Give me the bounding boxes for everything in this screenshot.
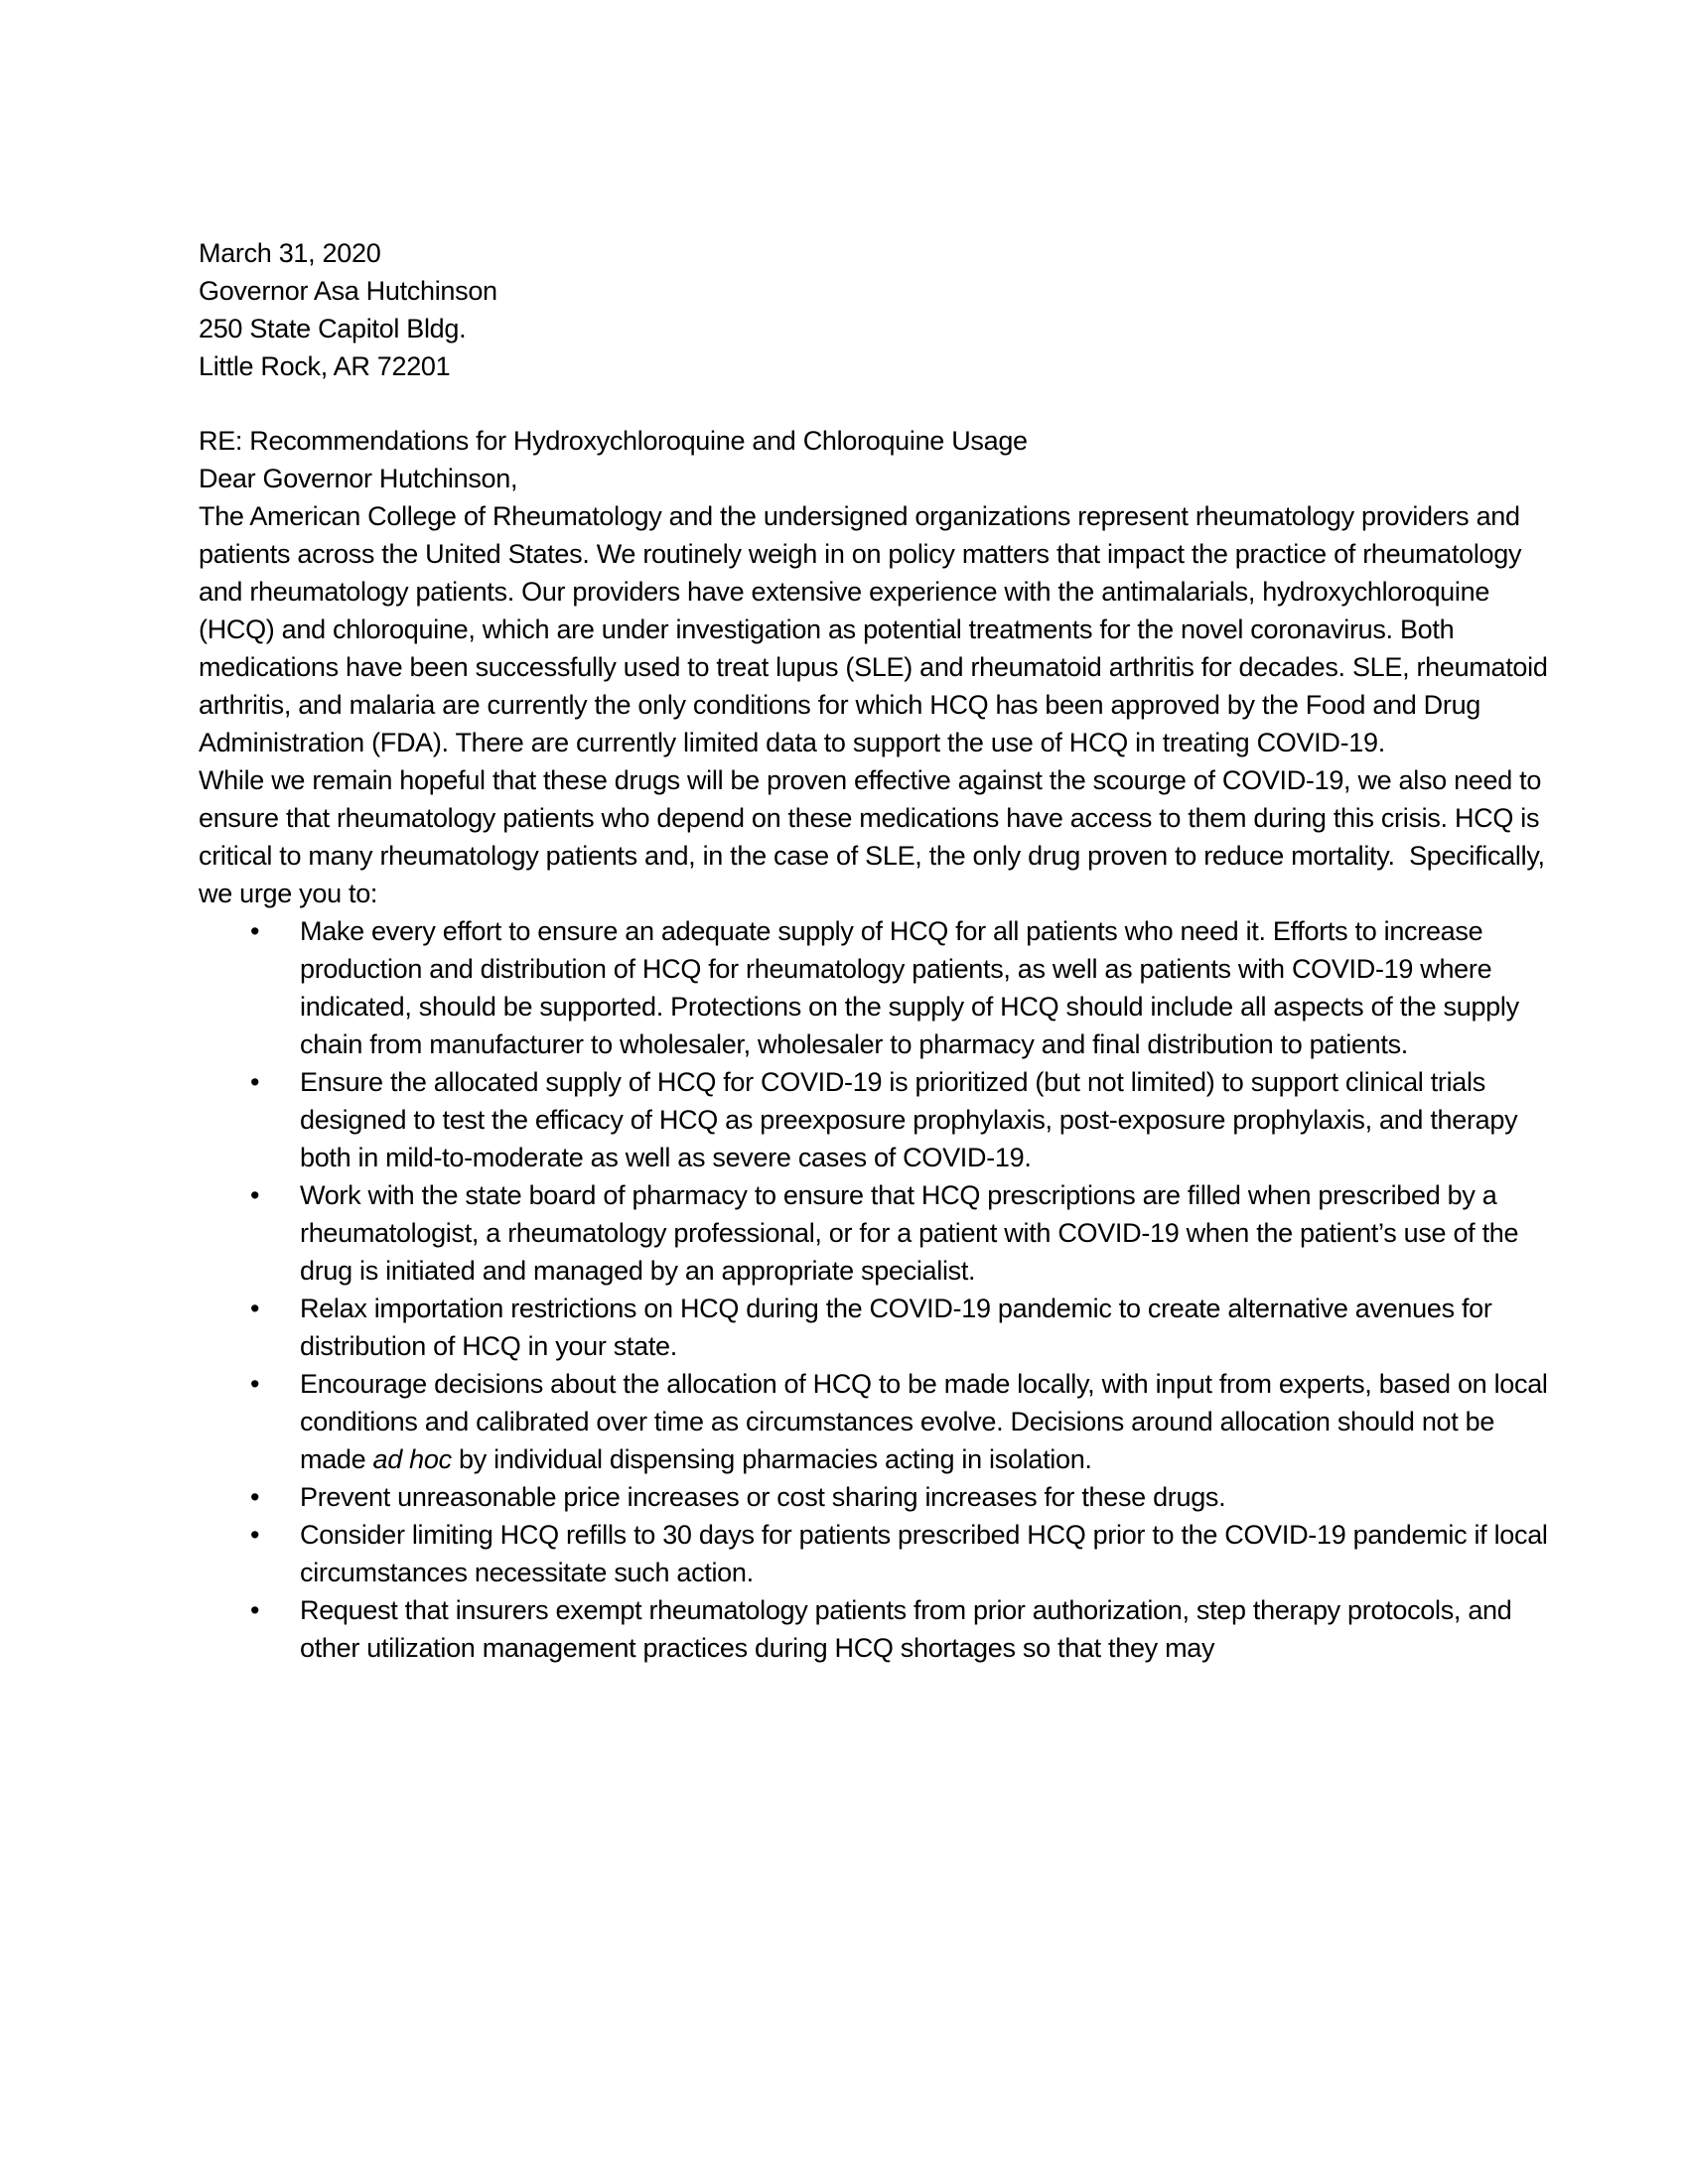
bullet-local-allocation: [300, 1365, 1549, 1478]
bullet-refill-limits: [300, 1516, 1549, 1591]
bullet-price-increases: [300, 1478, 1549, 1516]
bullet-adequate-supply: [300, 912, 1549, 1063]
salutation: Dear Governor Hutchinson,: [199, 464, 518, 493]
ad-hoc-italic: ad hoc: [372, 1444, 452, 1474]
bullet-text: Relax importation restrictions on HCQ during the COVID-19 pandemic to create alternative avenues for distribution of HCQ in your state.: [300, 1294, 1492, 1361]
recommendations-list: [199, 912, 1549, 1667]
bullet-text: Make every effort to ensure an adequate supply of HCQ for all patients who need it. Efforts to increase production and distribution of HCQ for rheumatology patients, as well as patients with COVID-19 where indicated, should be supported. Protections on the supply of HCQ should include all aspects of the supply chain from manufacturer to wholesaler, wholesaler to pharmacy and final distribution to patients.: [300, 916, 1519, 1059]
bullet-importation-restrictions: [300, 1290, 1549, 1365]
bullet-state-board-pharmacy: [300, 1176, 1549, 1290]
bullet-text: by individual dispensing pharmacies acting in isolation.: [451, 1444, 1092, 1474]
paragraph-urge: While we remain hopeful that these drugs will be proven effective against the scourge of COVID-19, we also need to ensure that rheumatology patients who depend on these medications have access to them during this crisis. HCQ is critical to many rheumatology patients and, in the case of SLE, the only drug proven to reduce mortality. Specifically, we urge you to:: [199, 765, 1545, 908]
bullet-text: Ensure the allocated supply of HCQ for COVID-19 is prioritized (but not limited) to support clinical trials designed to test the efficacy of HCQ as preexposure prophylaxis, post-exposure prophylaxis, and therapy both in mild-to-moderate as well as severe cases of COVID-19.: [300, 1067, 1518, 1172]
recipient-street: 250 State Capitol Bldg.: [199, 314, 467, 343]
bullet-text: Encourage decisions about the allocation of HCQ to be made locally, with input from experts, based on local conditions and calibrated over time as circumstances evolve. Decisions around allocation should not be made: [300, 1369, 1548, 1474]
recipient-city-state-zip: Little Rock, AR 72201: [199, 351, 451, 381]
subject-line: RE: Recommendations for Hydroxychloroquine and Chloroquine Usage: [199, 426, 1028, 456]
paragraph-introduction: The American College of Rheumatology and the undersigned organizations represent rheumatology providers and patients across the United States. We routinely weigh in on policy matters that impact the practice of rheumatology and rheumatology patients. Our providers have extensive experience with the antimalarials, hydroxychloroquine (HCQ) and chloroquine, which are under investigation as potential treatments for the novel coronavirus. Both medications have been successfully used to treat lupus (SLE) and rheumatoid arthritis for decades. SLE, rheumatoid arthritis, and malaria are currently the only conditions for which HCQ has been approved by the Food and Drug Administration (FDA). There are currently limited data to support the use of HCQ in treating COVID-19.: [199, 501, 1548, 757]
letter-date: March 31, 2020: [199, 238, 381, 268]
bullet-text: Consider limiting HCQ refills to 30 days for patients prescribed HCQ prior to the COVID-19 pandemic if local circumstances necessitate such action.: [300, 1520, 1548, 1587]
bullet-text: Prevent unreasonable price increases or cost sharing increases for these drugs.: [300, 1482, 1226, 1512]
bullet-allocated-supply: [300, 1063, 1549, 1176]
bullet-text: Work with the state board of pharmacy to ensure that HCQ prescriptions are filled when prescribed by a rheumatologist, a rheumatology professional, or for a patient with COVID-19 when the patient’s use of the drug is initiated and managed by an appropriate specialist.: [300, 1180, 1519, 1286]
bullet-insurer-exemptions: [300, 1591, 1549, 1667]
bullet-text: Request that insurers exempt rheumatology patients from prior authorization, step therapy protocols, and other utilization management practices during HCQ shortages so that they may: [300, 1595, 1512, 1663]
recipient-address-block: [199, 272, 1549, 385]
recipient-name: Governor Asa Hutchinson: [199, 276, 497, 306]
